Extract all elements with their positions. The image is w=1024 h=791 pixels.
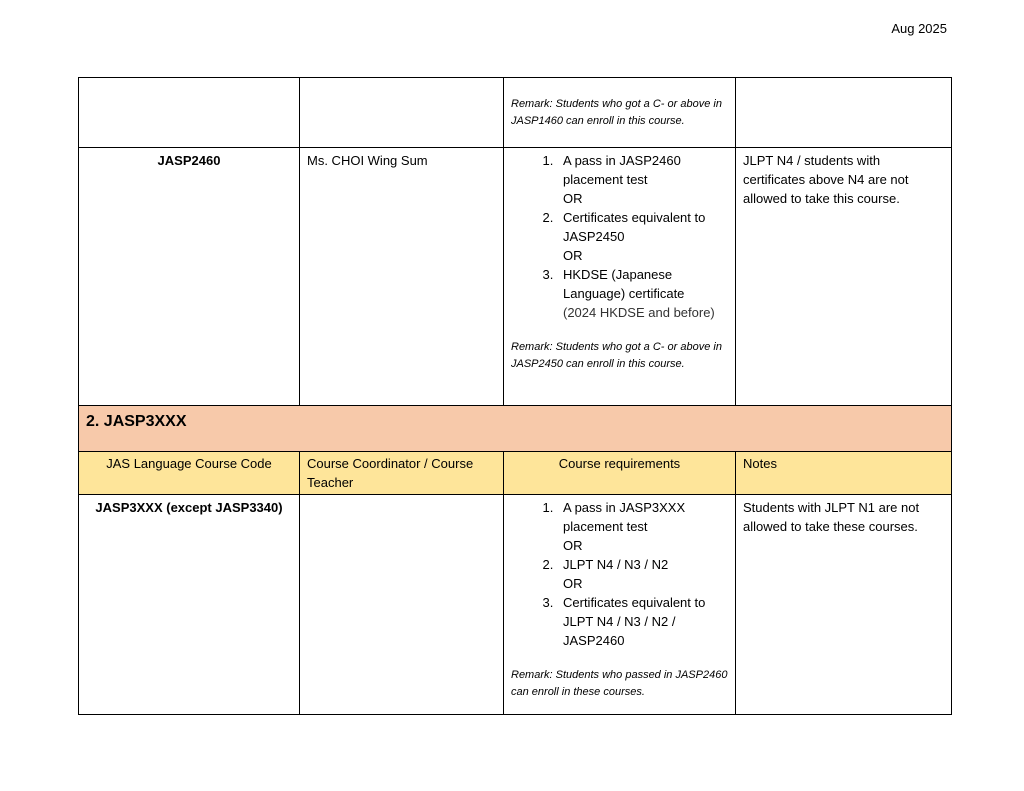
remark-text: Remark: Students who got a C- or above in JASP2450 can enroll in this course. [511,341,722,370]
course-notes: Students with JLPT N1 are not allowed to take these courses. [736,495,952,715]
table-row [79,495,952,715]
notes-cell [736,78,952,148]
remark-text: Remark: Students who got a C- or above in JASP1460 can enroll in this course. [511,98,722,127]
requirement-extra: (2024 HKDSE and before) [563,305,715,320]
section-row [79,406,952,452]
header-requirements: Course requirements [504,452,736,495]
requirements-cell [504,148,736,406]
course-code: JASP2460 [79,148,300,406]
remark-text: Remark: Students who passed in JASP2460 can enroll in these courses. [511,669,728,698]
header-coordinator: Course Coordinator / Course Teacher [300,452,504,495]
list-item [557,555,728,593]
requirement-text: Certificates equivalent to JASP2450 [563,210,706,244]
requirement-text: HKDSE (Japanese Language) certificate [563,267,685,301]
requirement-text: A pass in JASP3XXX placement test [563,500,686,534]
document-date: Aug 2025 [891,21,947,36]
or-label: OR [563,538,583,553]
requirements-list [511,498,728,650]
course-notes: JLPT N4 / students with certificates above N4 are not allowed to take this course. [736,148,952,406]
requirements-cell [504,78,736,148]
coordinator-cell [300,78,504,148]
or-label: OR [563,576,583,591]
header-code: JAS Language Course Code [79,452,300,495]
section-title: 2. JASP3XXX [79,406,952,452]
or-label: OR [563,191,583,206]
requirement-text: JLPT N4 / N3 / N2 [563,557,669,572]
table-row [79,148,952,406]
course-coordinator [300,495,504,715]
requirements-list [511,151,728,322]
requirement-text: Certificates equivalent to JLPT N4 / N3 / N2 / JASP2460 [563,595,706,648]
header-row [79,452,952,495]
list-item [557,208,728,265]
requirements-cell [504,495,736,715]
or-label: OR [563,248,583,263]
list-item [557,498,728,555]
requirement-text: A pass in JASP2460 placement test [563,153,681,187]
course-coordinator: Ms. CHOI Wing Sum [300,148,504,406]
course-requirements-table [78,77,952,715]
code-cell [79,78,300,148]
table-row [79,78,952,148]
list-item [557,265,728,322]
list-item [557,151,728,208]
course-code: JASP3XXX (except JASP3340) [79,495,300,715]
header-notes: Notes [736,452,952,495]
list-item [557,593,728,650]
